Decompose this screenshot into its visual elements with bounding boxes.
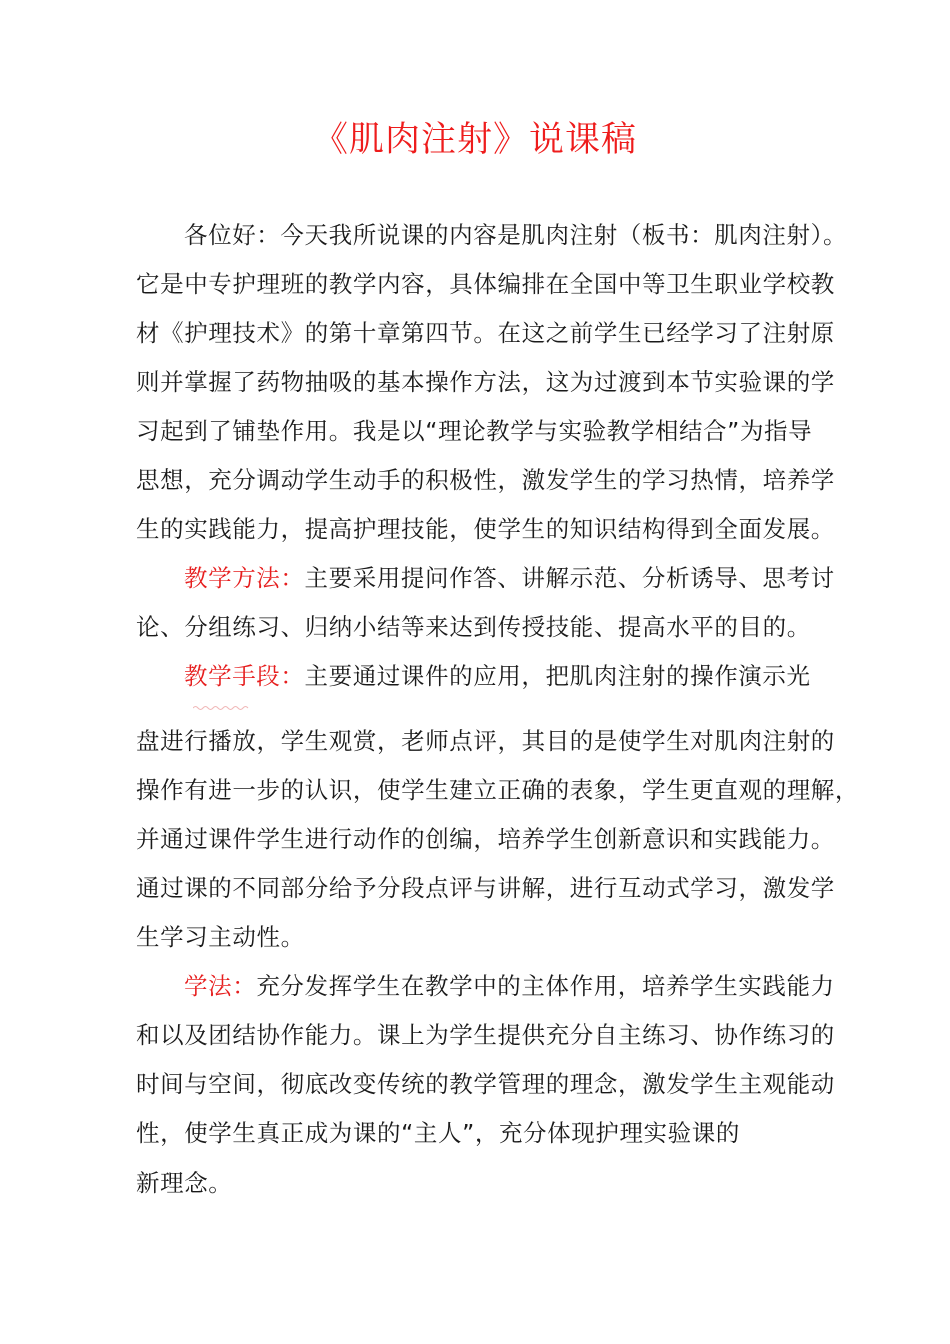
- intro-line: 生的实践能力，提高护理技能，使学生的知识结构得到全面发展。: [136, 515, 835, 543]
- document-title: 《肌肉注射》说课稿: [312, 120, 637, 160]
- methods-line: [184, 561, 835, 595]
- intro-line: 思想，充分调动学生动手的积极性，激发学生的学习热情，培养学: [136, 466, 835, 494]
- squiggle-mark: [193, 705, 251, 711]
- learning-line: 新理念。: [136, 1169, 233, 1197]
- learning-line: [184, 969, 835, 1003]
- intro-line: 习起到了铺垫作用。我是以“理论教学与实验教学相结合”为指导: [136, 417, 813, 445]
- intro-line: 各位好：今天我所说课的内容是肌肉注射（板书：肌肉注射）。: [184, 221, 848, 249]
- learning-line: 性，使学生真正成为课的“主人”，充分体现护理实验课的: [136, 1119, 740, 1147]
- methods-line: 论、分组练习、归纳小结等来达到传授技能、提高水平的目的。: [136, 613, 811, 641]
- learning-label: 学法：: [184, 972, 257, 1000]
- learning-line: 时间与空间，彻底改变传统的教学管理的理念，激发学生主观能动: [136, 1070, 835, 1098]
- means-text: 主要通过课件的应用，把肌肉注射的操作演示光: [304, 662, 811, 690]
- means-line: [184, 659, 811, 693]
- means-line: 通过课的不同部分给予分段点评与讲解，进行互动式学习，激发学: [136, 874, 835, 902]
- means-line: 盘进行播放，学生观赏，老师点评，其目的是使学生对肌肉注射的: [136, 727, 835, 755]
- methods-text: 主要采用提问作答、讲解示范、分析诱导、思考讨: [304, 564, 835, 592]
- means-line: 并通过课件学生进行动作的创编，培养学生创新意识和实践能力。: [136, 825, 835, 853]
- learning-line: 和以及团结协作能力。课上为学生提供充分自主练习、协作练习的: [136, 1021, 835, 1049]
- intro-line: 则并掌握了药物抽吸的基本操作方法，这为过渡到本节实验课的学: [136, 368, 835, 396]
- learning-text: 充分发挥学生在教学中的主体作用，培养学生实践能力: [256, 972, 835, 1000]
- means-line: 生学习主动性。: [136, 923, 305, 951]
- means-line: 操作有进一步的认识，使学生建立正确的表象，学生更直观的理解，: [136, 776, 859, 804]
- methods-label: 教学方法：: [184, 564, 305, 592]
- intro-line: 它是中专护理班的教学内容，具体编排在全国中等卫生职业学校教: [136, 270, 835, 298]
- means-label: 教学手段：: [184, 662, 305, 690]
- intro-line: 材《护理技术》的第十章第四节。在这之前学生已经学习了注射原: [136, 319, 835, 347]
